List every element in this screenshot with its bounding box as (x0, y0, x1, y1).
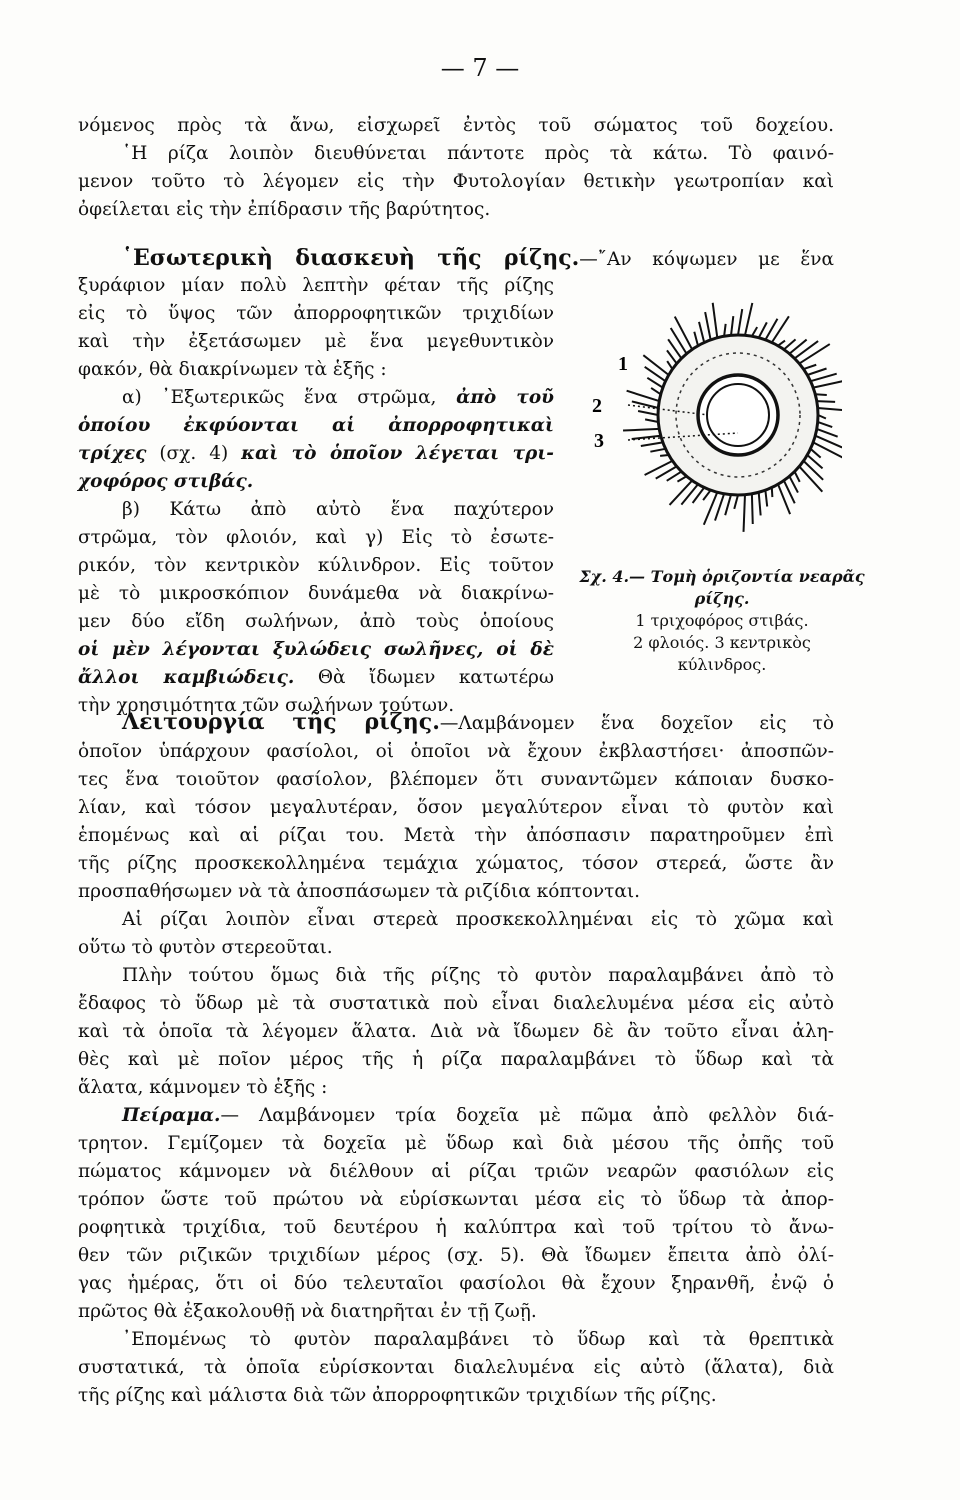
item-b-line: μὲ τὸ μικροσκόπιον δυνάμεθα νὰ διακρίνω- (78, 583, 554, 604)
root-hair (623, 429, 659, 431)
item-b-line: ρικόν, τὸν κεντρικὸν κύλινδρον. Εἰς τοῦτον (78, 555, 554, 576)
item-a-line: α) ᾿Εξωτερικῶς ἕνα στρῶμα, ἀπὸ τοῦ (122, 387, 554, 408)
root-hair (724, 324, 726, 336)
intro-paragraph (78, 112, 834, 224)
root-hair (715, 494, 724, 521)
text-line: οὕτω τὸ φυτὸν στερεοῦται. (78, 937, 333, 958)
root-hair (818, 422, 833, 427)
section-function (78, 708, 834, 1410)
text-line: καὶ τὰ ὁποῖα τὰ λέγομεν ἅλατα. Διὰ νὰ ἴδωμεν δὲ ἂν τοῦτο εἶναι ἀλη- (78, 1021, 834, 1042)
root-hair (799, 344, 829, 364)
text-line: ᾿Επομένως τὸ φυτὸν παραλαμβάνει τὸ ὕδωρ καὶ τὰ θρεπτικὰ (122, 1329, 834, 1350)
text-line: τῆς ρίζης καὶ μάλιστα διὰ τῶν ἀπορροφητικῶν τριχιδίων τῆς ρίζης. (78, 1385, 717, 1406)
root-hair (804, 461, 824, 480)
root-hair (731, 316, 733, 335)
root-hair (643, 355, 668, 375)
root-cross-section-figure (588, 270, 842, 560)
root-hair (795, 472, 800, 482)
text-line: καὶ τὴν ἐξετάσωμεν μὲ ἕνα μεγεθυντικὸν (78, 331, 554, 352)
root-hair (651, 388, 661, 394)
item-b-line: οἱ μὲν λέγονται ξυλώδεις σωλῆνες, οἱ δὲ (78, 639, 554, 660)
text-line: πρῶτος θὰ ἐξακολουθῇ νὰ διατηρῆται ἐν τῇ ζωῇ. (78, 1301, 537, 1322)
root-hair (807, 369, 826, 375)
text-line: λίαν, καὶ τόσον μεγαλυτέραν, ὅσον μεγαλύτερον εἶναι τὸ φυτὸν καὶ (78, 797, 834, 818)
root-hair (641, 442, 663, 446)
root-hair (632, 401, 658, 408)
root-hair (811, 449, 821, 458)
root-hair (681, 484, 698, 504)
root-hair (817, 401, 835, 402)
figure-caption (572, 566, 872, 676)
root-hair (759, 492, 761, 515)
root-hair (632, 436, 661, 439)
text-line: προσπαθήσωμεν νὰ τὰ ἀποσπάσωμεν τὰ ριζίδια κόπτονται. (78, 881, 640, 902)
section-heading: ῾Εσωτερικὴ διασκευὴ τῆς ρίζης. (122, 245, 580, 271)
caption-title: Σχ. 4.— Τομὴ ὁριζοντία νεαρᾶς ρίζης. (579, 567, 865, 608)
root-hair (670, 481, 693, 505)
text-line: τρόπον ὥστε τοῦ πρώτου νὰ εὑρίσκωνται μέσα εἰς τὸ ὕδωρ τὰ ἀπορ- (78, 1189, 834, 1210)
root-hair (744, 495, 745, 532)
caption-line: 1 τριχοφόρος στιβάς. (635, 611, 809, 630)
item-a-line: χοφόρος στιβάς. (78, 471, 254, 492)
root-hair (671, 328, 687, 354)
root-hair (752, 494, 753, 524)
item-a-line: ὁποίου ἐκφύονται αἱ ἀπορροφητικαὶ (78, 415, 554, 436)
root-hair (759, 322, 767, 337)
root-hair (699, 322, 704, 343)
page-number: — 7 — (440, 54, 520, 82)
text-line: εἰς τὸ ὕψος τῶν ἀπορροφητικῶν τριχιδίων (78, 303, 554, 324)
root-hair (815, 394, 826, 395)
root-hair (804, 365, 817, 369)
root-hair (795, 341, 819, 358)
root-hair (799, 466, 822, 491)
root-hair (734, 495, 738, 509)
figure-label-1: 1 (618, 353, 628, 375)
root-hair (817, 429, 838, 437)
item-b-line: στρῶμα, τὸν φλοιόν, καὶ γ) Εἰς τὸ ἐσωτε- (78, 527, 554, 548)
text-line: θεν τῶν ριζικῶν τριχιδίων μέρος (σχ. 5). Θὰ ἴδωμεν ἔπειτα ἀπὸ ὀλί- (78, 1245, 834, 1266)
text-line: ροφητικὰ τριχίδια, τοῦ δευτέρου ἡ καλύπτρα καὶ τοῦ τρίτου τὸ ἄνω- (78, 1217, 834, 1238)
text-line: τῆς ρίζης προσκεκολλημένα τεμάχια χώματος, τόσον στερεά, ὥστε ἂν (78, 853, 834, 874)
figure-label-2: 2 (592, 395, 602, 417)
heading-continuation: —Λαμβάνομεν ἕνα δοχεῖον εἰς τὸ (439, 713, 834, 734)
inner-structure-text-column (78, 272, 554, 720)
root-hair (789, 476, 798, 492)
root-hair (813, 380, 842, 387)
text-line: πώματος κάμνομεν νὰ διέλθουν αἱ ρίζαι τριῶν νεαρῶν φασιόλων εἰς (78, 1161, 834, 1182)
caption-line: κύλινδρος. (677, 655, 767, 674)
item-a-line: τρίχες (σχ. 4) καὶ τὸ ὁποῖον λέγεται τρι- (78, 443, 554, 464)
text-line: ῾Η ρίζα λοιπὸν διευθύνεται πάντοτε πρὸς τὰ κάτω. Τὸ φαινό- (122, 143, 834, 164)
root-hair (818, 408, 842, 410)
root-hair (645, 461, 673, 475)
root-hair (725, 495, 731, 515)
root-hair (713, 303, 718, 338)
text-line: ἔδαφος τὸ ὕδωρ μὲ τὰ συστατικὰ ποὺ εἶναι διαλελυμένα μέσα εἰς αὐτὸ (78, 993, 834, 1014)
experiment-line: Πείραμα.— Λαμβάνομεν τρία δοχεῖα μὲ πῶμα ἀπὸ φελλὸν διά- (122, 1105, 834, 1126)
caption-line: 2 φλοιός. 3 κεντρικὸς (633, 633, 811, 652)
root-hair (784, 339, 796, 349)
item-b-line: τὴν χρησιμότητα τῶν σωλήνων τούτων. (78, 695, 455, 716)
text-line: ὀφείλεται εἰς τὴν ἐπίδρασιν τῆς βαρύτητος. (78, 199, 491, 220)
item-b-line: β) Κάτω ἀπὸ αὐτὸ ἕνα παχύτερον (122, 499, 554, 520)
text-line: Πλὴν τούτου ὅμως διὰ τῆς ρίζης τὸ φυτὸν παραλαμβάνει ἀπὸ τὸ (122, 965, 834, 986)
text-line: νόμενος πρὸς τὰ ἄνω, εἰσχωρεῖ ἐντὸς τοῦ σώματος τοῦ δοχείου. (78, 115, 834, 136)
text-line: συστατικά, τὰ ὁποῖα εὑρίσκονται διαλελυμένα εἰς αὐτὸ (ἅλατα), διὰ (78, 1357, 834, 1378)
text-line: φακόν, θὰ διακρίνωμεν τὰ ἑξῆς : (78, 359, 387, 380)
root-hair (811, 374, 837, 381)
text-line: ξυράφιον μίαν πολὺ λεπτὴν φέταν τῆς ρίζης (78, 275, 554, 296)
text-line: γας ἡμέρας, ὅτι οἱ δύο τελευταῖοι φασίολοι θὰ ἔχουν ξηρανθῆ, ἐνῷ ὁ (78, 1273, 834, 1294)
text-line: ἅλατα, κάμνομεν τὸ ἑξῆς : (78, 1077, 328, 1098)
root-hair (645, 419, 658, 422)
item-b-line: μεν δύο εἴδη σωλήνων, ἀπὸ τοὺς ὁποίους (78, 611, 554, 632)
experiment-label: Πείραμα. (122, 1105, 221, 1126)
central-cylinder (698, 375, 778, 455)
root-hair (738, 309, 742, 335)
root-hair (772, 316, 789, 342)
text-line: Αἱ ρίζαι λοιπὸν εἶναι στερεὰ προσκεκολλημέναι εἰς τὸ χῶμα καὶ (122, 909, 834, 930)
section-heading: Λειτουργία τῆς ρίζης. (122, 709, 440, 735)
root-hair (705, 312, 710, 340)
text-line: τες ἕνα τοιοῦτον φασίολον, βλέπομεν ὅτι συναντῶμεν κάποιαν δυσκο- (78, 769, 834, 790)
root-hair (703, 490, 711, 500)
root-hair (745, 303, 752, 335)
root-hair (647, 378, 663, 388)
item-b-line: ἄλλοι καμβιώδεις. Θὰ ἴδωμεν κατωτέρω (78, 667, 554, 688)
root-hair (638, 411, 658, 415)
root-hair (694, 332, 698, 346)
root-hair (765, 490, 767, 506)
text-line: ὁποῖον ὑπάρχουν φασίολοι, οἱ ὁποῖοι νὰ ἔχουν ἐκβλαστήσει· ἀποσπῶν- (78, 741, 834, 762)
root-hair (627, 391, 660, 401)
text-line: τρητον. Γεμίζομεν τὰ δοχεῖα μὲ ὕδωρ καὶ διὰ μέσου τῆς ὀπῆς τοῦ (78, 1133, 834, 1154)
root-hair (675, 317, 692, 350)
heading-continuation: —῎Αν κόψωμεν με ἕνα (579, 249, 835, 270)
root-hair (650, 449, 665, 452)
figure-label-3: 3 (594, 430, 604, 452)
text-line: θὲς καὶ μὲ ποῖον μέρος τῆς ἡ ρίζα παραλαμβάνει τὸ ὕδωρ καὶ τὰ (78, 1049, 834, 1070)
text-line: ἑπομένως καὶ αἱ ρίζαι του. Μετὰ τὴν ἀπόσπασιν παρατηροῦμεν ἐπὶ (78, 825, 834, 846)
text-line: μενον τοῦτο τὸ λέγομεν εἰς τὴν Φυτολογίαν θετικὴν γεωτροπίαν καὶ (78, 171, 834, 192)
